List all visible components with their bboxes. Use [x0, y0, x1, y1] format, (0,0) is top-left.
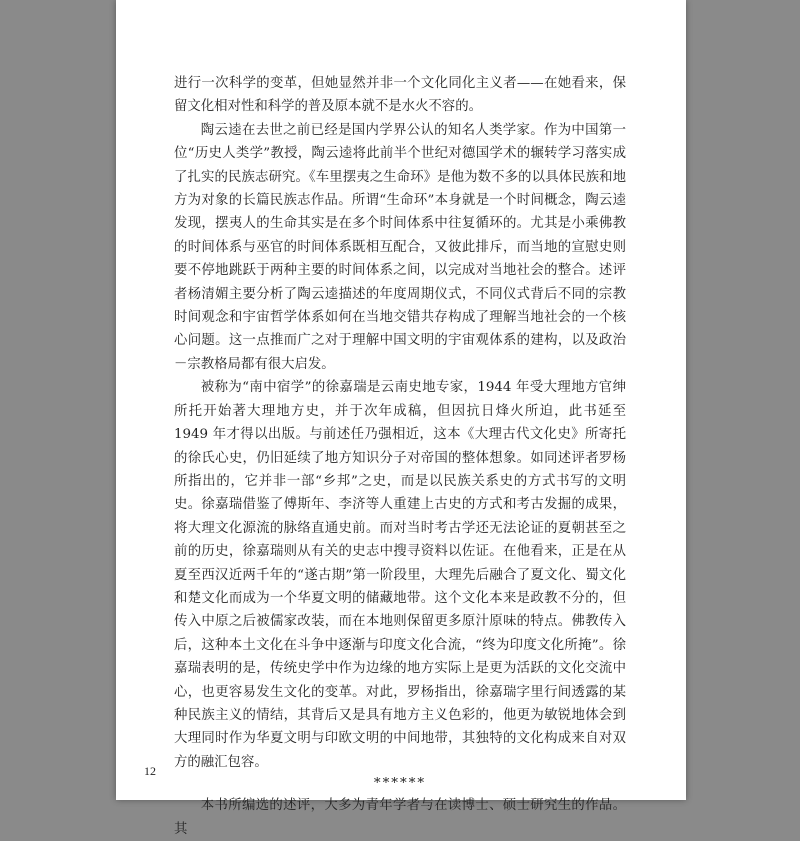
section-separator: ****** — [373, 776, 427, 792]
paragraph-xu-jiarui: 被称为“南中宿学”的徐嘉瑞是云南史地专家，1944 年受大理地方官绅所托开始著大理地方史，并于次年成稿，但因抗日烽火所迫，此书延至 1949 年才得以出版。与前述任乃强相近，这本《大理古代文化史》所寄托的徐氏心史，仍旧延续了地方知识分子对帝国的整体想象。如同述评者罗杨所指出的，它并非一部“乡邦”之史，而是以民族关系史的方式书写的文明史。徐嘉瑞借鉴了傅斯年、李济等人重建上古史的方式和考古发掘的成果，将大理文化源流的脉络直通史前。而对当时考古学还无法论证的夏朝甚至之前的历史，徐嘉瑞则从有关的史志中搜寻资料以佐证。在他看来，正是在从夏至西汉近两千年的“遂古期”第一阶段里，大理先后融合了夏文化、蜀文化和楚文化而成为一个华夏文明的储藏地带。这个文化本来是政教不分的，但传入中原之后被儒家改装，而在本地则保留更多原汁原味的特点。佛教传入后，这种本土文化在斗争中逐渐与印度文化合流，“终为印度文化所掩”。徐嘉瑞表明的是，传统史学中作为边缘的地方实际上是更为活跃的文化交流中心，也更容易发生文化的变革。对此，罗杨指出，徐嘉瑞字里行间透露的某种民族主义的情结，其背后又是具有地方主义色彩的，他更为敏锐地体会到大理同时作为华夏文明与印欧文明的中间地带，其独特的文化构成来自对双方的融汇包容。 — [174, 380, 626, 770]
paragraph-closing: 本书所编选的述评，大多为青年学者与在读博士、硕士研究生的作品。其 — [174, 798, 626, 837]
paragraph-tao-yunkui: 陶云逵在去世之前已经是国内学界公认的知名人类学家。作为中国第一位“历史人类学”教授，陶云逵将此前半个世纪对德国学术的辗转学习落实成了扎实的民族志研究。《车里摆夷之生命环》是他为数不多的以具体民族和地方为对象的长篇民族志作品。所谓“生命环”本身就是一个时间概念，陶云逵发现，摆夷人的生命其实是在多个时间体系中往复循环的。尤其是小乘佛教的时间体系与巫官的时间体系既相互配合，又彼此排斥，而当地的宣慰史则要不停地跳跃于两种主要的时间体系之间，以完成对当地社会的整合。述评者杨清媚主要分析了陶云逵描述的年度周期仪式，不同仪式背后不同的宗教时间观念和宇宙哲学体系如何在当地交错共存构成了理解当地社会的一个核心问题。这一点推而广之对于理解中国文明的宇宙观体系的建构，以及政治－宗教格局都有很大启发。 — [174, 122, 626, 372]
book-page — [116, 0, 686, 837]
body-text — [174, 72, 626, 841]
page-number: 12 — [144, 764, 156, 778]
paragraph-continuation: 进行一次科学的变革，但她显然并非一个文化同化主义者——在她看来，保留文化相对性和科学的普及原本就不是水火不容的。 — [174, 76, 626, 115]
